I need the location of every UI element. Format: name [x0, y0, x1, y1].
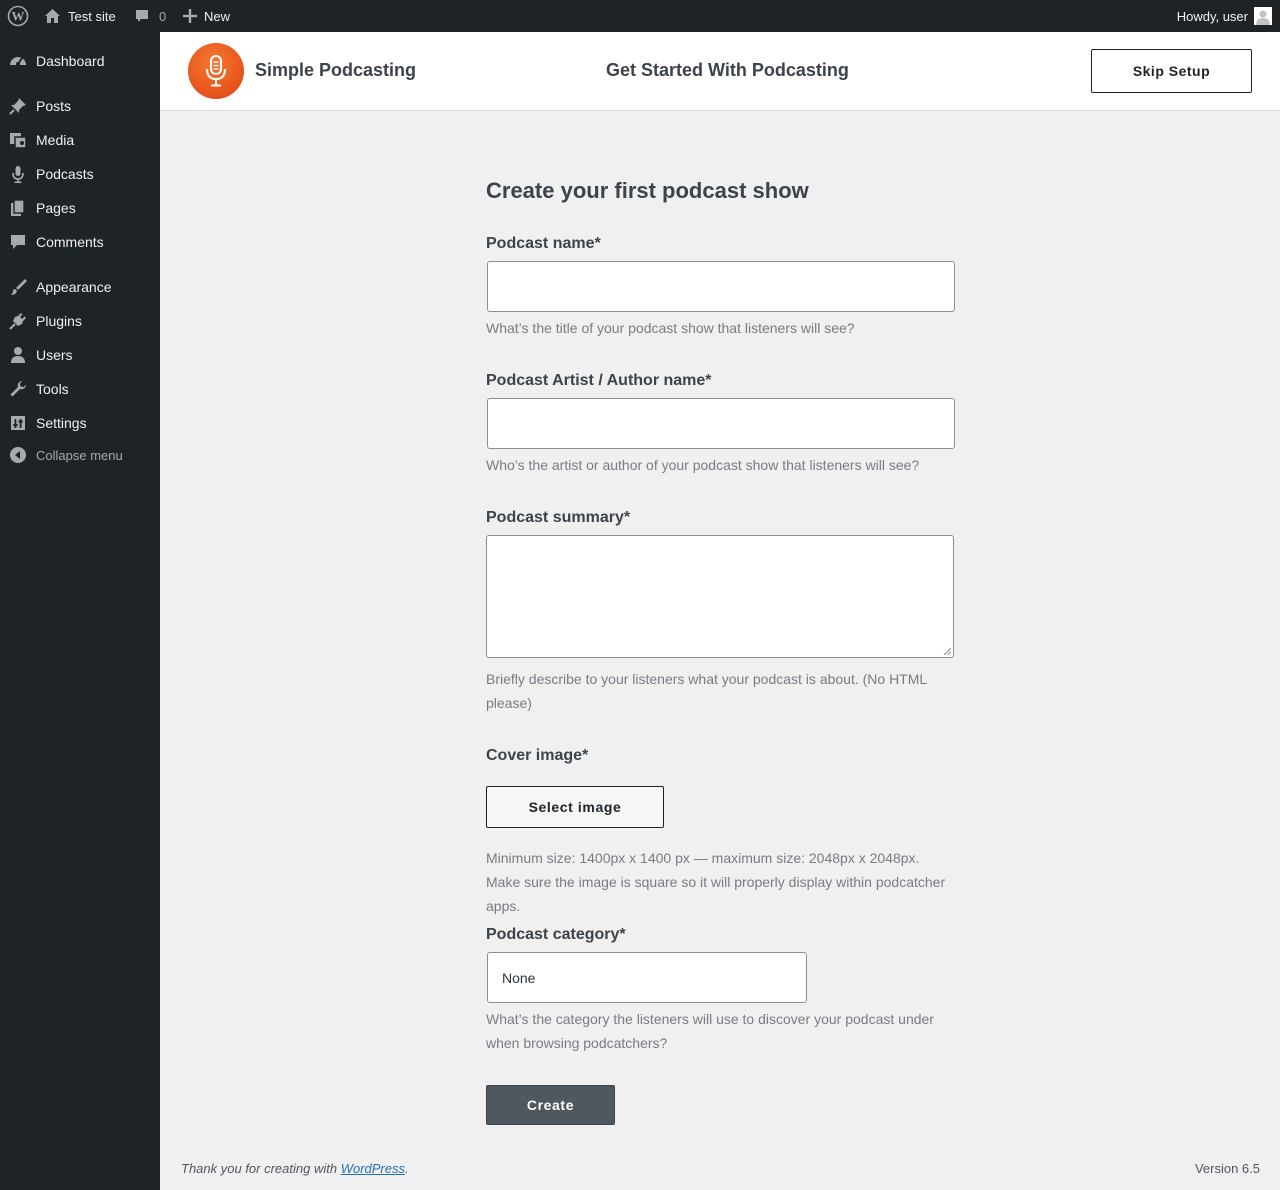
dashboard-icon — [0, 51, 36, 71]
page-title: Get Started With Podcasting — [606, 60, 849, 80]
site-name-link[interactable] — [44, 0, 116, 32]
sidebar-item-dashboard[interactable] — [0, 44, 160, 78]
sidebar-item-label: Comments — [36, 234, 104, 250]
sidebar-item-settings[interactable] — [0, 406, 160, 440]
sidebar-item-podcasts[interactable] — [0, 157, 160, 191]
form-title: Create your first podcast show — [486, 178, 809, 203]
author-name-label: Podcast Artist / Author name* — [486, 372, 712, 389]
selected-category: None — [502, 969, 536, 986]
sidebar-item-label: Settings — [36, 415, 87, 431]
sidebar-item-users[interactable] — [0, 338, 160, 372]
author-name-input[interactable] — [487, 398, 955, 449]
collapse-menu-button[interactable] — [0, 438, 160, 472]
comment-count: 0 — [159, 8, 167, 24]
sidebar-item-label: Dashboard — [36, 53, 105, 69]
microphone-icon — [0, 164, 36, 184]
resize-handle-icon[interactable] — [943, 647, 951, 655]
new-label: New — [204, 8, 231, 24]
sidebar-item-pages[interactable] — [0, 191, 160, 225]
comment-icon — [0, 232, 36, 252]
create-button[interactable]: Create — [486, 1085, 615, 1125]
podcast-summary-textarea[interactable] — [486, 535, 954, 658]
pages-icon — [0, 198, 36, 218]
plus-icon — [183, 9, 197, 23]
wordpress-link[interactable]: WordPress — [340, 1161, 405, 1176]
sidebar-item-posts[interactable] — [0, 89, 160, 123]
podcast-name-label: Podcast name* — [486, 235, 601, 252]
sidebar-item-label: Users — [36, 347, 73, 363]
avatar — [1254, 7, 1272, 25]
sidebar-item-label: Media — [36, 132, 75, 148]
podcast-category-select[interactable] — [487, 952, 807, 1003]
admin-sidebar — [0, 32, 160, 1190]
setup-header — [160, 32, 1280, 111]
podcast-category-label: Podcast category* — [486, 926, 626, 943]
user-icon — [0, 345, 36, 365]
sidebar-item-media[interactable] — [0, 123, 160, 157]
sidebar-item-appearance[interactable] — [0, 270, 160, 304]
pin-icon — [0, 96, 36, 116]
comment-icon — [134, 8, 150, 24]
sidebar-item-label: Pages — [36, 200, 76, 216]
collapse-icon — [0, 446, 36, 464]
cover-image-hint: Minimum size: 1400px x 1400 px — maximum size: 2048px x 2048px. Make sure the image is square so it will properly display within podcatcher apps. — [486, 850, 946, 914]
author-name-hint: Who’s the artist or author of your podcast show that listeners will see? — [486, 457, 920, 473]
comments-link[interactable] — [134, 0, 166, 32]
sidebar-item-label: Collapse menu — [36, 447, 123, 463]
footer-thanks — [181, 1161, 409, 1176]
sidebar-item-tools[interactable] — [0, 372, 160, 406]
wrench-icon — [0, 379, 36, 399]
footer-version: Version 6.5 — [1194, 1161, 1260, 1176]
brush-icon — [0, 277, 36, 297]
svg-text:W: W — [11, 8, 25, 24]
footer-thanks-prefix: Thank you for creating with — [181, 1161, 341, 1176]
home-icon — [44, 8, 61, 24]
sidebar-item-comments[interactable] — [0, 225, 160, 259]
sidebar-item-label: Podcasts — [36, 166, 94, 182]
cover-image-label: Cover image* — [486, 747, 589, 764]
plug-icon — [0, 311, 36, 331]
microphone-icon — [202, 54, 230, 88]
footer-thanks-suffix: . — [405, 1161, 409, 1176]
admin-bar — [0, 0, 1280, 32]
podcast-logo — [188, 43, 244, 99]
new-content-button[interactable] — [183, 0, 230, 32]
sidebar-item-plugins[interactable] — [0, 304, 160, 338]
brand-name: Simple Podcasting — [255, 60, 417, 80]
podcast-summary-hint: Briefly describe to your listeners what your podcast is about. (No HTML please) — [486, 671, 927, 711]
sidebar-item-label: Appearance — [36, 279, 112, 295]
podcast-summary-label: Podcast summary* — [486, 509, 631, 526]
podcast-name-input[interactable] — [487, 261, 955, 312]
account-menu[interactable] — [1177, 0, 1272, 32]
sidebar-item-label: Plugins — [36, 313, 82, 329]
howdy-label: Howdy, user — [1176, 8, 1248, 24]
select-image-button[interactable]: Select image — [486, 786, 664, 828]
sidebar-item-label: Tools — [36, 381, 69, 397]
sidebar-item-label: Posts — [36, 98, 72, 114]
wordpress-logo-button[interactable] — [4, 0, 32, 32]
site-name-label: Test site — [68, 8, 116, 24]
skip-setup-button[interactable]: Skip Setup — [1091, 49, 1252, 93]
media-icon — [0, 130, 36, 150]
settings-icon — [0, 413, 36, 433]
wordpress-icon — [7, 5, 29, 27]
podcast-category-hint: What’s the category the listeners will use to discover your podcast under when browsing podcatchers? — [486, 1011, 934, 1051]
podcast-name-hint: What’s the title of your podcast show that listeners will see? — [486, 320, 855, 336]
